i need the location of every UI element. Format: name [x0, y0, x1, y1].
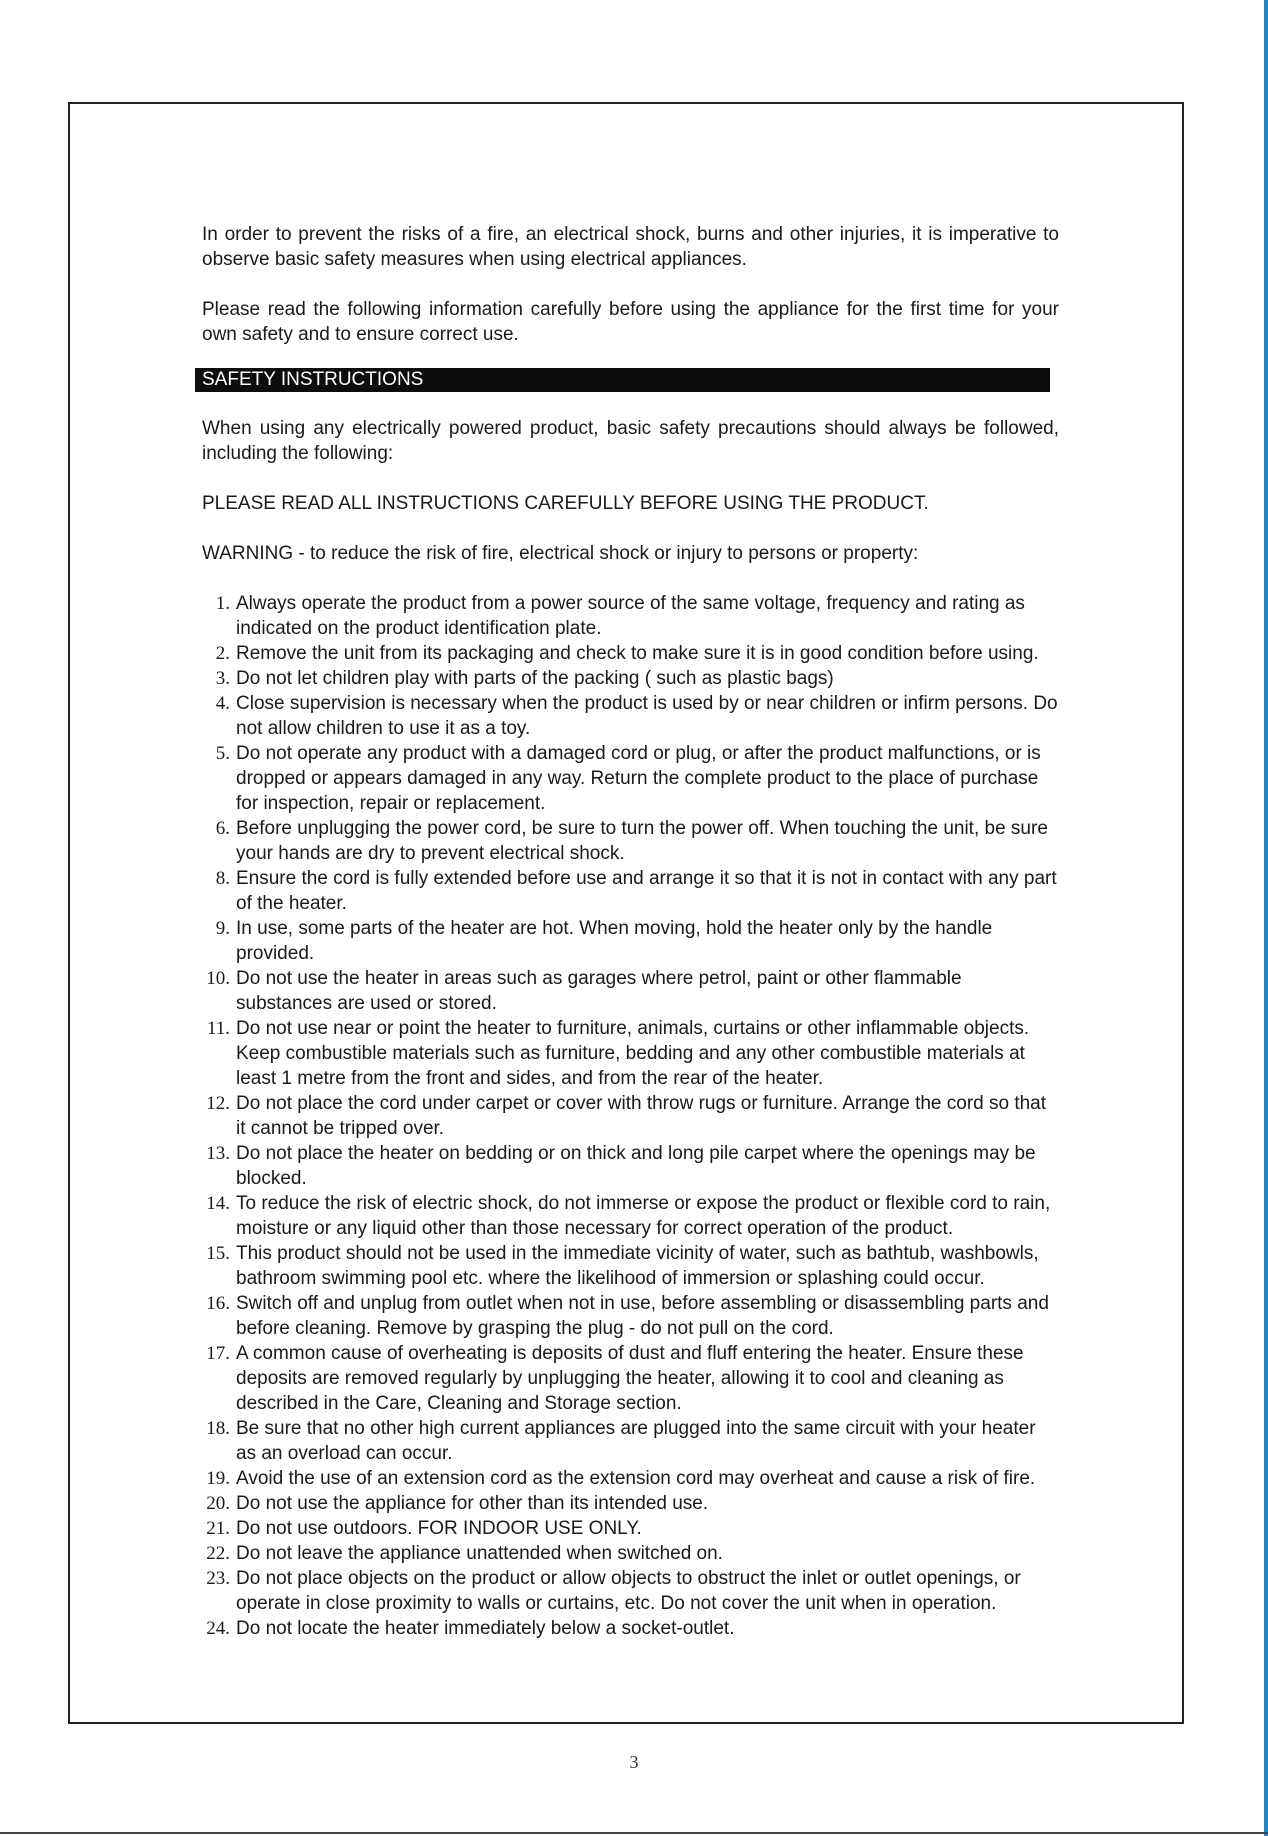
list-item: [202, 1566, 1059, 1616]
read-all-notice: PLEASE READ ALL INSTRUCTIONS CAREFULLY BEFORE USING THE PRODUCT.: [202, 493, 929, 514]
list-item-text: In use, some parts of the heater are hot. When moving, hold the heater only by the handle provided.: [236, 918, 993, 964]
list-item-text: A common cause of overheating is deposits of dust and fluff entering the heater. Ensure these deposits are removed regularly by unplugging the heater, allowing it to cool and cleaning as described in the Care, Cleaning and Storage section.: [236, 1343, 1024, 1414]
list-item: [202, 641, 1059, 666]
list-item: [202, 1091, 1059, 1141]
page-number: 3: [629, 1752, 639, 1772]
list-item: [202, 1516, 1059, 1541]
list-item-number: 14.: [206, 1193, 230, 1214]
list-item-number: 23.: [206, 1568, 230, 1589]
list-item-text: Do not place the cord under carpet or cover with throw rugs or furniture. Arrange the cord so that it cannot be tripped over.: [236, 1093, 1047, 1139]
list-item-number: 12.: [206, 1093, 230, 1114]
list-item-text: Do not use the appliance for other than its intended use.: [236, 1493, 709, 1514]
list-item-text: Do not place objects on the product or allow objects to obstruct the inlet or outlet openings, or operate in close proximity to walls or curtains, etc. Do not cover the unit when in operation.: [236, 1568, 1021, 1614]
list-item-text: Do not place the heater on bedding or on thick and long pile carpet where the openings may be blocked.: [236, 1143, 1036, 1189]
list-item: [202, 1141, 1059, 1191]
list-item-number: 24.: [206, 1618, 230, 1639]
list-item-number: 16.: [206, 1293, 230, 1314]
list-item-text: Always operate the product from a power source of the same voltage, frequency and rating as indicated on the product identification plate.: [236, 593, 1025, 639]
list-item-number: 22.: [206, 1543, 230, 1564]
list-item-text: Ensure the cord is fully extended before use and arrange it so that it is not in contact with any part of the heater.: [236, 868, 1057, 914]
list-item: [202, 1016, 1059, 1091]
list-item-text: Remove the unit from its packaging and check to make sure it is in good condition before using.: [236, 643, 1039, 664]
list-item: [202, 866, 1059, 916]
list-item: [202, 966, 1059, 1016]
list-item-number: 5.: [215, 743, 230, 764]
list-item-number: 20.: [206, 1493, 230, 1514]
list-item-number: 8.: [215, 868, 230, 889]
list-item-number: 9.: [215, 918, 230, 939]
list-item-text: Do not let children play with parts of the packing ( such as plastic bags): [236, 668, 834, 689]
list-item: [202, 666, 1059, 691]
list-item: [202, 1416, 1059, 1466]
list-item-text: Do not leave the appliance unattended when switched on.: [236, 1543, 723, 1564]
list-item-text: Do not use the heater in areas such as garages where petrol, paint or other flammable substances are used or stored.: [236, 968, 962, 1014]
page-edge-accent: [1264, 0, 1268, 1836]
section-heading: SAFETY INSTRUCTIONS: [195, 368, 1050, 392]
warning-line: WARNING - to reduce the risk of fire, electrical shock or injury to persons or property:: [202, 543, 919, 564]
list-item: [202, 1241, 1059, 1291]
bottom-rule: [0, 1832, 1268, 1834]
list-item-number: 3.: [215, 668, 230, 689]
list-item-text: Close supervision is necessary when the product is used by or near children or infirm persons. Do not allow children to use it as a toy.: [236, 693, 1058, 739]
list-item-number: 17.: [206, 1343, 230, 1364]
list-item-number: 6.: [215, 818, 230, 839]
list-item: [202, 1341, 1059, 1416]
list-item-text: This product should not be used in the immediate vicinity of water, such as bathtub, washbowls, bathroom swimming pool etc. where the likelihood of immersion or splashing could occur.: [236, 1243, 1039, 1289]
list-item-text: Do not locate the heater immediately below a socket-outlet.: [236, 1618, 735, 1639]
list-item-number: 1.: [215, 593, 230, 614]
list-item-text: Avoid the use of an extension cord as the extension cord may overheat and cause a risk of fire.: [236, 1468, 1036, 1489]
list-item: [202, 1541, 1059, 1566]
intro-paragraph-1: In order to prevent the risks of a fire, an electrical shock, burns and other injuries, it is imperative to observe basic safety measures when using electrical appliances.: [202, 224, 1059, 270]
list-item-number: 11.: [206, 1018, 230, 1039]
list-item-text: Be sure that no other high current appliances are plugged into the same circuit with your heater as an overload can occur.: [236, 1418, 1036, 1464]
document-body: [202, 222, 1059, 1641]
list-item-text: Do not operate any product with a damaged cord or plug, or after the product malfunctions, or is dropped or appears damaged in any way. Return the complete product to the place of purchase for inspection, repair or replacement.: [236, 743, 1041, 814]
list-item: [202, 1491, 1059, 1516]
list-item-number: 2.: [215, 643, 230, 664]
list-item-text: To reduce the risk of electric shock, do not immerse or expose the product or flexible cord to rain, moisture or any liquid other than those necessary for correct operation of the product.: [236, 1193, 1051, 1239]
list-item: [202, 741, 1059, 816]
list-item: [202, 1191, 1059, 1241]
intro-paragraph-2: Please read the following information carefully before using the appliance for the first time for your own safety and to ensure correct use.: [202, 299, 1059, 345]
list-item: [202, 691, 1059, 741]
list-item: [202, 591, 1059, 641]
precautions-paragraph: When using any electrically powered product, basic safety precautions should always be followed, including the following:: [202, 418, 1059, 464]
list-item-text: Do not use near or point the heater to furniture, animals, curtains or other inflammable objects. Keep combustible materials such as furniture, bedding and any other combustible materials at least 1 metre from the front and sides, and from the rear of the heater.: [236, 1018, 1030, 1089]
list-item-number: 21.: [206, 1518, 230, 1539]
list-item-text: Do not use outdoors. FOR INDOOR USE ONLY.: [236, 1518, 642, 1539]
safety-instruction-list: [202, 591, 1059, 1641]
list-item-number: 19.: [206, 1468, 230, 1489]
list-item: [202, 916, 1059, 966]
list-item: [202, 1466, 1059, 1491]
list-item: [202, 1616, 1059, 1641]
list-item-number: 10.: [206, 968, 230, 989]
list-item-text: Switch off and unplug from outlet when not in use, before assembling or disassembling parts and before cleaning. Remove by grasping the plug - do not pull on the cord.: [236, 1293, 1049, 1339]
list-item-number: 15.: [206, 1243, 230, 1264]
list-item-number: 13.: [206, 1143, 230, 1164]
list-item-text: Before unplugging the power cord, be sure to turn the power off. When touching the unit, be sure your hands are dry to prevent electrical shock.: [236, 818, 1048, 864]
list-item-number: 18.: [206, 1418, 230, 1439]
list-item-number: 4.: [215, 693, 230, 714]
list-item: [202, 816, 1059, 866]
list-item: [202, 1291, 1059, 1341]
